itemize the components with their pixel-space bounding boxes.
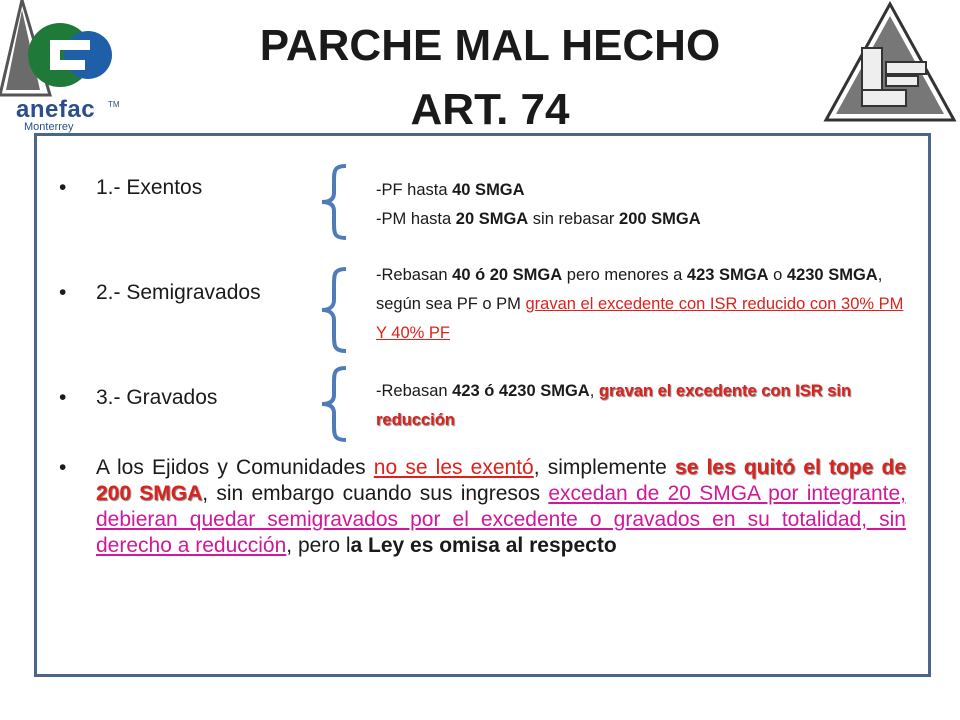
anefac-logo-subtitle: Monterrey (24, 121, 74, 133)
note-gravados-highlight: gravan el excedente con ISR sin reducción (376, 382, 852, 429)
bullet-icon: • (59, 281, 67, 304)
page-title-line1: PARCHE MAL HECHO (259, 21, 721, 70)
note-exentos-line2: -PM hasta 20 SMGA sin rebasar 200 SMGA (376, 210, 701, 228)
note-semigravados-highlight: gravan el excedente con ISR reducido con 30% PM Y 40% PF (376, 295, 904, 342)
list-item-label: 3.- Gravados (96, 386, 218, 409)
list-item-gravados (59, 386, 218, 410)
list-item-label: 2.- Semigravados (96, 281, 261, 304)
paragraph-highlight-no-exento: no se les exentó (373, 456, 534, 479)
list-item-label: 1.- Exentos (96, 176, 203, 199)
note-semigravados: -Rebasan 40 ó 20 SMGA pero menores a 423 SMGA o 4230 SMGA, según sea PF o PM gravan el excedente con ISR reducido con 30% PM Y 40% PF (376, 266, 904, 342)
page-title-line2: ART. 74 (410, 85, 570, 134)
anefac-logo-mark-tm: TM (108, 100, 120, 109)
paragraph-highlight-excedan: excedan de 20 SMGA por integrante, debieran quedar semigravados por el excedente o gravados en su totalidad, sin derecho a reducción (96, 482, 906, 557)
ley-logo-mark (820, 0, 960, 125)
bullet-icon: • (59, 386, 67, 409)
note-gravados: -Rebasan 423 ó 4230 SMGA, gravan el excedente con ISR sin reducción (376, 382, 852, 429)
anefac-logo (0, 0, 140, 135)
list-item-semigravados (59, 281, 261, 305)
note-exentos-line1: -PF hasta 40 SMGA (376, 181, 525, 199)
note-exentos (376, 176, 896, 234)
bullet-icon: • (59, 176, 67, 199)
brace-icon-gravados (310, 365, 354, 443)
brace-icon-exentos (310, 163, 354, 241)
brace-icon-semigravados (310, 266, 354, 354)
paragraph-highlight-tope: se les quitó el tope de 200 SMGA (96, 456, 906, 505)
paragraph-ejidos: • A los Ejidos y Comunidades no se les exentó, simplemente se les quitó el tope de 200 SMGA, sin embargo cuando sus ingresos excedan de 20 SMGA por integrante, debieran quedar semigravados por el excedente o gravados en su totalidad, sin derecho a reducción, pero la Ley es omisa al respecto (59, 456, 906, 557)
ley-logo (820, 0, 960, 125)
list-item-exentos (59, 176, 203, 200)
anefac-logo-text: anefac (16, 96, 96, 123)
bullet-icon: • (59, 456, 67, 479)
